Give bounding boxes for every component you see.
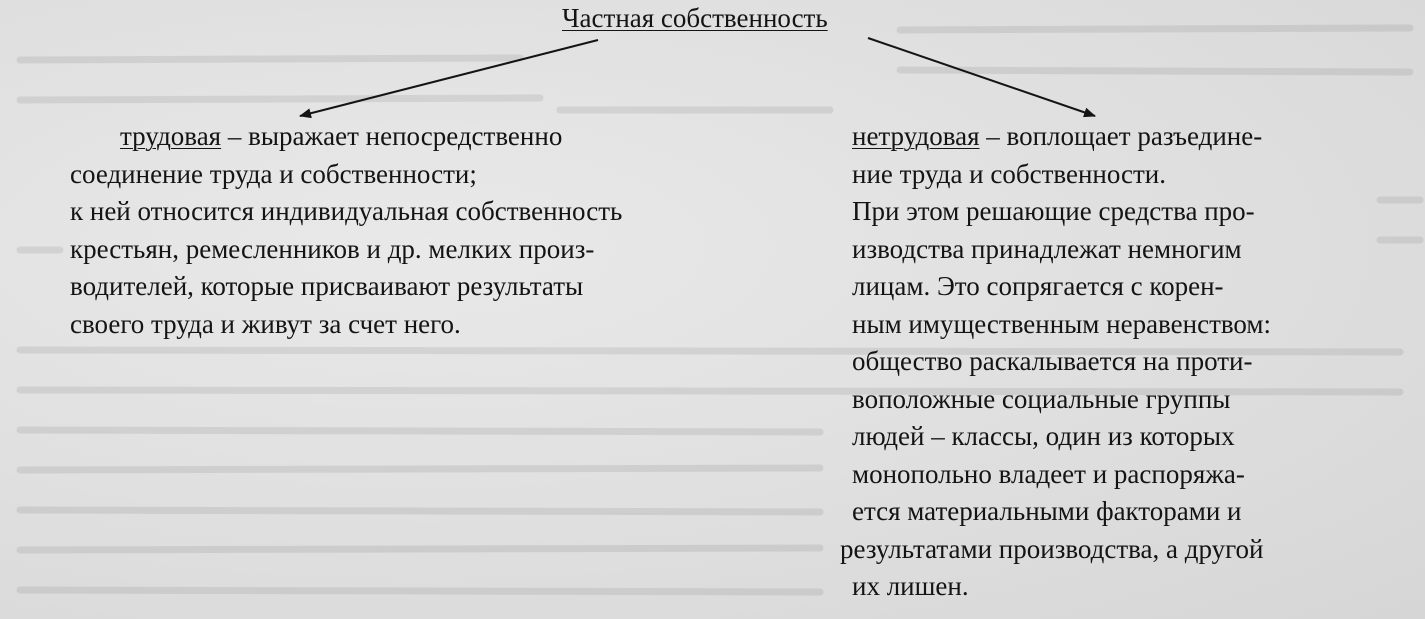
diagram-title: Частная собственность (562, 3, 828, 33)
labor-property-line: водителей, которые присваивают результаты (70, 271, 584, 301)
non-labor-property-line: людей – классы, один из которых (852, 421, 1235, 451)
non-labor-property-line: При этом решающие средства про- (852, 196, 1255, 226)
labor-property-term: трудовая (120, 121, 222, 151)
labor-property-line: крестьян, ремесленников и др. мелких произ- (70, 233, 595, 264)
labor-property-line: к ней относится индивидуальная собственность (70, 196, 623, 226)
non-labor-property-line: лицам. Это сопрягается с корен- (852, 271, 1224, 301)
arrow-left (300, 40, 598, 116)
non-labor-property-line: их лишен. (852, 571, 969, 601)
non-labor-property-first-line: нетрудовая – воплощает разъедине- (852, 121, 1263, 151)
non-labor-property-line: ние труда и собственности. (852, 158, 1167, 189)
labor-property-first-line: трудовая – выражает непосредственно (120, 121, 563, 151)
non-labor-property-line: воположные социальные группы (852, 383, 1231, 414)
arrow-right (868, 38, 1095, 116)
non-labor-property-line: ется материальными факторами и (852, 496, 1242, 526)
labor-property-line: своего труда и живут за счет него. (70, 308, 461, 339)
non-labor-property-line: монопольно владеет и распоряжа- (852, 458, 1245, 489)
non-labor-property-block (838, 118, 1271, 606)
non-labor-property-line: изводства принадлежат немногим (852, 233, 1242, 264)
non-labor-property-line: результатами производства, а другой (840, 533, 1264, 564)
non-labor-property-line: общество раскалывается на проти- (852, 346, 1253, 376)
non-labor-property-line: ным имущественным неравенством: (852, 308, 1272, 339)
non-labor-property-term: нетрудовая (852, 121, 980, 151)
labor-property-line: соединение труда и собственности; (70, 158, 477, 189)
labor-property-block (70, 118, 622, 343)
